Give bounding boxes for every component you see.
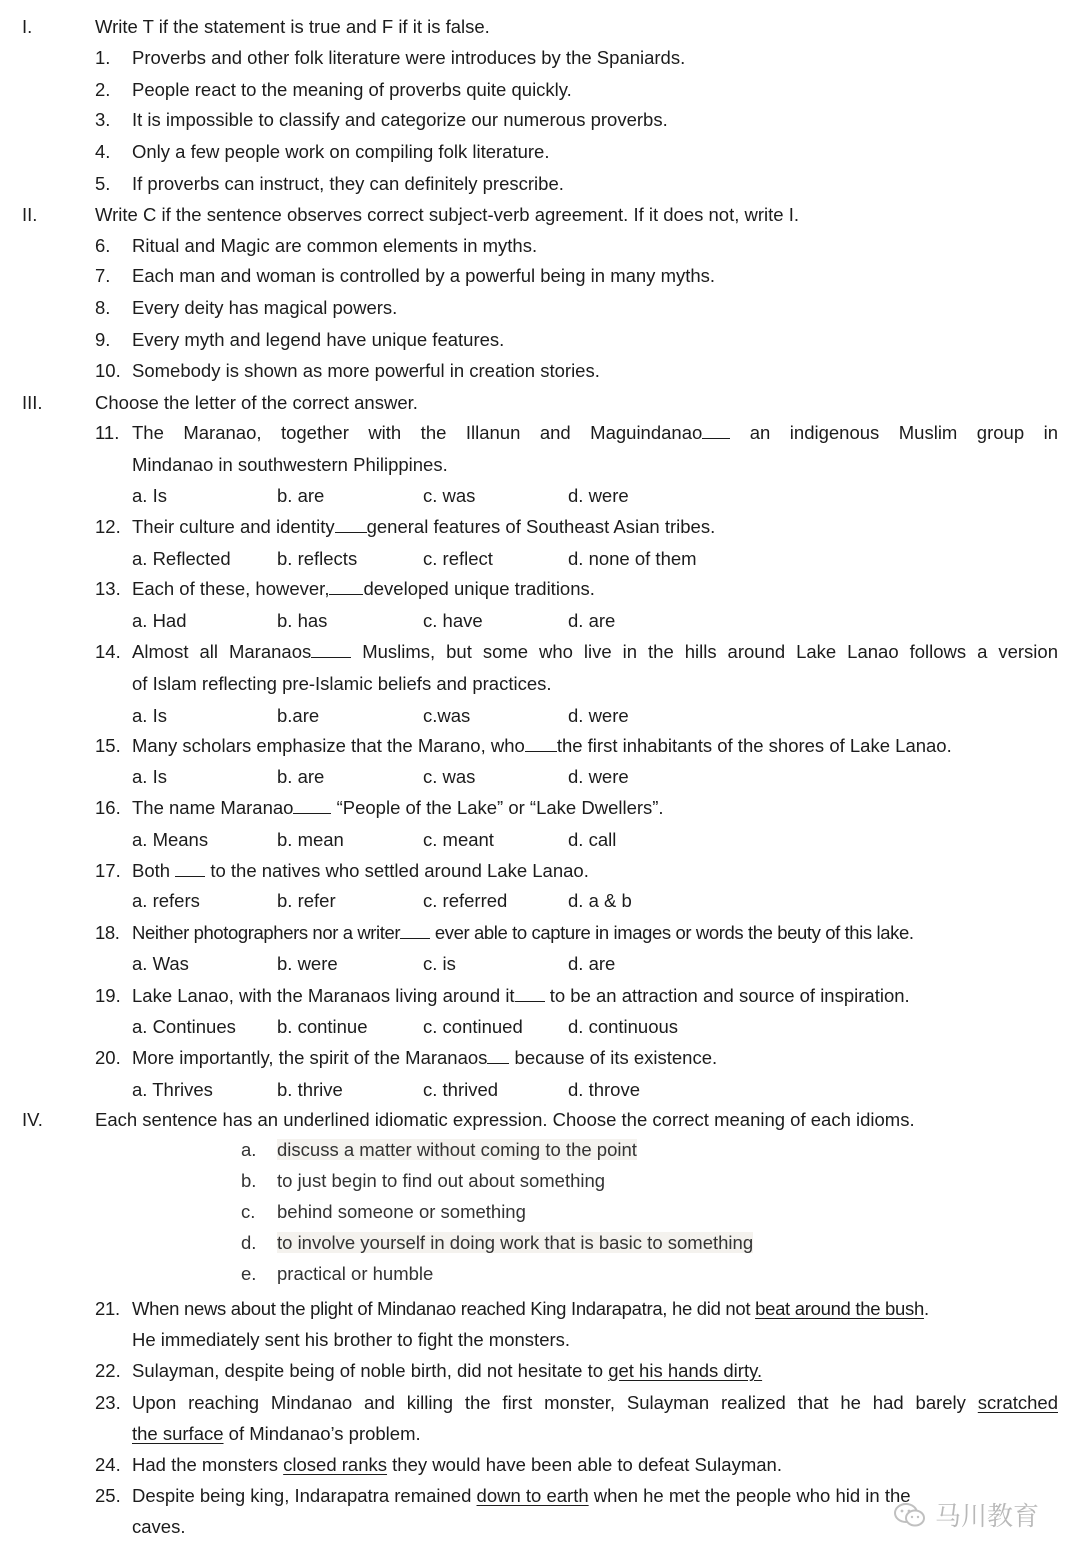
idiom-underlined: down to earth — [476, 1485, 589, 1506]
section-numeral: IV. — [22, 1109, 43, 1130]
section-instruction: Write T if the statement is true and F if it is false. — [95, 16, 490, 37]
option-b: b. are — [277, 485, 325, 506]
option-c: c. is — [423, 953, 456, 974]
idiom-underlined: beat around the bush — [755, 1298, 924, 1319]
question-17: 17. Both to the natives who settled around Lake Lanao. — [95, 860, 589, 881]
option-d: d. were — [568, 766, 629, 787]
section-instruction: Each sentence has an underlined idiomatic expression. Choose the correct meaning of each idioms. — [95, 1109, 915, 1130]
answer-blank — [487, 1046, 509, 1064]
answer-blank — [515, 984, 545, 1002]
option-d: d. were — [568, 485, 629, 506]
question-21-continued: He immediately sent his brother to fight the monsters. — [132, 1329, 571, 1350]
option-a: a. Is — [132, 705, 167, 726]
question-7: 7. Each man and woman is controlled by a powerful being in many myths. — [95, 265, 716, 286]
option-c: c. meant — [423, 829, 494, 850]
option-a: a. Is — [132, 766, 167, 787]
answer-blank — [400, 921, 430, 939]
question-1: 1. Proverbs and other folk literature were introduces by the Spaniards. — [95, 47, 686, 68]
option-d: d. none of them — [568, 548, 697, 569]
question-23: 23. Upon reaching Mindanao and killing the first monster, Sulayman realized that he had barely scratched — [95, 1392, 1058, 1413]
option-c: c. have — [423, 610, 483, 631]
question-4: 4. Only a few people work on compiling folk literature. — [95, 141, 550, 162]
question-6: 6. Ritual and Magic are common elements in myths. — [95, 235, 538, 256]
question-19: 19. Lake Lanao, with the Maranaos living around it to be an attraction and source of inspiration. — [95, 985, 910, 1006]
option-b: b. thrive — [277, 1079, 343, 1100]
option-c: c. reflect — [423, 548, 493, 569]
question-2: 2. People react to the meaning of proverbs quite quickly. — [95, 79, 572, 100]
option-d: d. a & b — [568, 890, 632, 911]
option-d: d. continuous — [568, 1016, 679, 1037]
option-a: a. Had — [132, 610, 187, 631]
question-21: 21. When news about the plight of Mindanao reached King Indarapatra, he did not beat around the bush. — [95, 1298, 929, 1319]
option-d: d. call — [568, 829, 617, 850]
option-b: b.are — [277, 705, 320, 726]
option-b: b. refer — [277, 890, 336, 911]
option-a: a. Was — [132, 953, 189, 974]
section-numeral: I. — [22, 16, 33, 37]
question-18: 18. Neither photographers nor a writer ever able to capture in images or words the beuty of this lake. — [95, 922, 914, 943]
answer-blank — [311, 640, 351, 658]
question-23-continued: the surface of Mindanao’s problem. — [132, 1423, 421, 1444]
meaning-e: e. practical or humble — [241, 1263, 434, 1284]
question-11: 11. The Maranao, together with the Illanun and Maguindanao an indigenous Muslim group in — [95, 422, 1058, 443]
question-14-continued: of Islam reflecting pre-Islamic beliefs and practices. — [132, 673, 552, 694]
idiom-underlined: the surface — [132, 1423, 224, 1444]
wechat-icon — [893, 1502, 927, 1528]
option-a: a. Means — [132, 829, 209, 850]
question-15: 15. Many scholars emphasize that the Marano, who the first inhabitants of the shores of Lake Lanao. — [95, 735, 952, 756]
option-d: d. are — [568, 953, 616, 974]
meaning-d: d. to involve yourself in doing work that is basic to something — [241, 1232, 754, 1253]
answer-blank — [329, 577, 363, 595]
option-b: b. continue — [277, 1016, 368, 1037]
meaning-b: b. to just begin to find out about something — [241, 1170, 606, 1191]
question-14: 14. Almost all Maranaos Muslims, but some who live in the hills around Lake Lanao follows a version — [95, 641, 1058, 662]
answer-blank — [335, 515, 367, 533]
section-instruction: Write C if the sentence observes correct subject-verb agreement. If it does not, write I. — [95, 204, 799, 225]
option-c: c. thrived — [423, 1079, 499, 1100]
option-d: d. were — [568, 705, 629, 726]
option-d: d. throve — [568, 1079, 640, 1100]
option-b: b. reflects — [277, 548, 358, 569]
section-numeral: III. — [22, 392, 43, 413]
option-b: b. has — [277, 610, 328, 631]
answer-blank — [293, 796, 331, 814]
option-c: c. continued — [423, 1016, 523, 1037]
question-25: 25. Despite being king, Indarapatra remained down to earth when he met the people who hid in the — [95, 1485, 911, 1506]
question-13: 13. Each of these, however, developed unique traditions. — [95, 578, 595, 599]
idiom-underlined: get his hands dirty. — [608, 1360, 763, 1381]
question-25-continued: caves. — [132, 1516, 186, 1537]
question-11-continued: Mindanao in southwestern Philippines. — [132, 454, 448, 475]
option-a: a. Thrives — [132, 1079, 213, 1100]
option-c: c. referred — [423, 890, 508, 911]
meaning-c: c. behind someone or something — [241, 1201, 526, 1222]
option-a: a. Continues — [132, 1016, 236, 1037]
section-instruction: Choose the letter of the correct answer. — [95, 392, 418, 413]
option-a: a. refers — [132, 890, 200, 911]
option-a: a. Reflected — [132, 548, 231, 569]
question-10: 10. Somebody is shown as more powerful in creation stories. — [95, 360, 600, 381]
idiom-underlined: scratched — [977, 1392, 1058, 1413]
idiom-underlined: closed ranks — [283, 1454, 388, 1475]
option-d: d. are — [568, 610, 616, 631]
option-c: c.was — [423, 705, 471, 726]
option-b: b. mean — [277, 829, 344, 850]
question-12: 12. Their culture and identity general features of Southeast Asian tribes. — [95, 516, 716, 537]
watermark-text: 马川教育 — [935, 1501, 1040, 1531]
option-c: c. was — [423, 485, 476, 506]
answer-blank — [525, 734, 557, 752]
option-a: a. Is — [132, 485, 167, 506]
watermark — [893, 1496, 1039, 1533]
question-3: 3. It is impossible to classify and categorize our numerous proverbs. — [95, 109, 668, 130]
question-24: 24. Had the monsters closed ranks they would have been able to defeat Sulayman. — [95, 1454, 782, 1475]
question-8: 8. Every deity has magical powers. — [95, 297, 398, 318]
meaning-a: a. discuss a matter without coming to the point — [241, 1139, 637, 1160]
question-22: 22. Sulayman, despite being of noble birth, did not hesitate to get his hands dirty. — [95, 1360, 763, 1381]
option-b: b. were — [277, 953, 338, 974]
question-20: 20. More importantly, the spirit of the Maranaos because of its existence. — [95, 1047, 718, 1068]
question-16: 16. The name Maranao “People of the Lake” or “Lake Dwellers”. — [95, 797, 664, 818]
question-5: 5. If proverbs can instruct, they can definitely prescribe. — [95, 173, 564, 194]
answer-blank — [175, 859, 205, 877]
option-c: c. was — [423, 766, 476, 787]
answer-blank — [702, 421, 730, 439]
option-b: b. are — [277, 766, 325, 787]
section-numeral: II. — [22, 204, 38, 225]
question-9: 9. Every myth and legend have unique features. — [95, 329, 505, 350]
